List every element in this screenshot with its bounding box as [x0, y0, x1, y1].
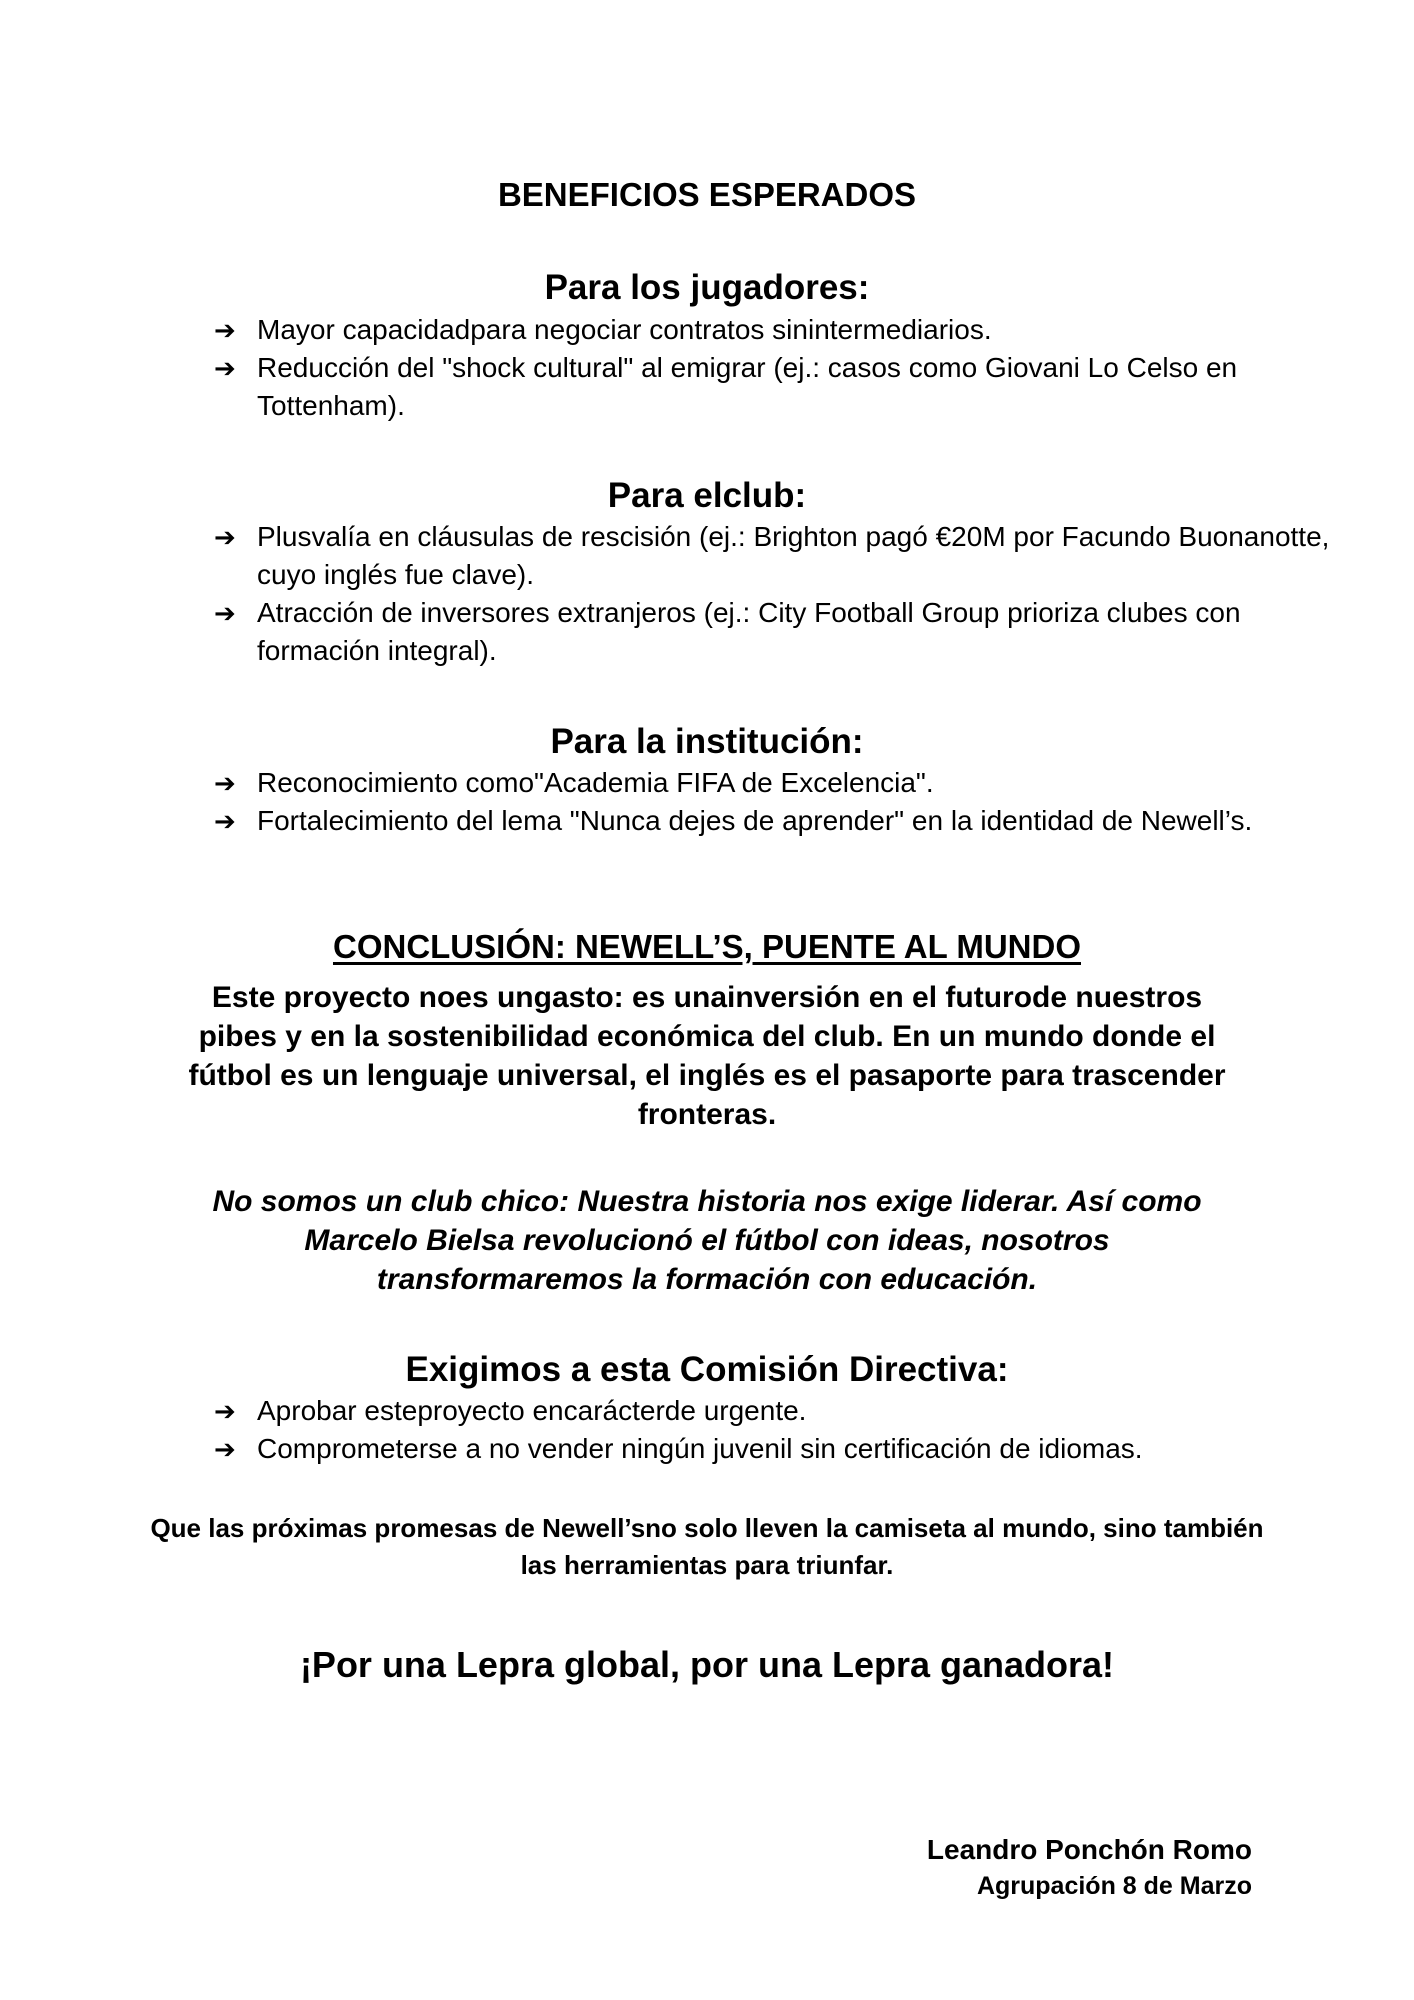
players-benefits-list: [214, 311, 1364, 425]
signature-name: Leandro Ponchón Romo: [926, 1834, 1252, 1865]
closing-line: Que las próximas promesas de Newell’sno solo lleven la camiseta al mundo, sino también las herramientas para triunfar.: [150, 1513, 1264, 1580]
arrow-right-icon: ➔: [214, 768, 236, 798]
list-item: ➔ Aprobar esteproyecto encarácterde urgente.: [214, 1392, 1364, 1430]
conclusion-heading: CONCLUSIÓN: NEWELL’S, PUENTE AL MUNDO: [332, 928, 1081, 965]
section-heading-players: Para los jugadores:: [544, 268, 870, 307]
arrow-right-icon: ➔: [214, 1396, 236, 1426]
list-item: ➔ Atracción de inversores extranjeros (ej.: City Football Group prioriza clubes con formación integral).: [214, 594, 1364, 670]
arrow-right-icon: ➔: [214, 1434, 236, 1464]
conclusion-italic-paragraph: No somos un club chico: Nuestra historia nos exige liderar. Así como Marcelo Bielsa revolucionó el fútbol con ideas, nosotros transformaremos la formación con educación.: [212, 1185, 1202, 1296]
institution-benefits-list: [214, 764, 1364, 840]
list-item: ➔ Fortalecimiento del lema "Nunca dejes de aprender" en la identidad de Newell’s.: [214, 802, 1364, 840]
demands-heading: Exigimos a esta Comisión Directiva:: [405, 1350, 1009, 1389]
page-title: BENEFICIOS ESPERADOS: [497, 176, 917, 213]
arrow-right-icon: ➔: [214, 353, 236, 383]
section-heading-institution: Para la institución:: [550, 722, 864, 761]
demands-list: [214, 1392, 1364, 1468]
list-item: ➔ Comprometerse a no vender ningún juvenil sin certificación de idiomas.: [214, 1430, 1364, 1468]
list-item: ➔ Reducción del "shock cultural" al emigrar (ej.: casos como Giovani Lo Celso en Tottenham).: [214, 349, 1364, 425]
signature-group: Agrupación 8 de Marzo: [976, 1872, 1252, 1900]
arrow-right-icon: ➔: [214, 806, 236, 836]
section-heading-club: Para elclub:: [607, 476, 807, 515]
slogan: ¡Por una Lepra global, por una Lepra ganadora!: [299, 1644, 1115, 1685]
list-item: ➔ Mayor capacidadpara negociar contratos sinintermediarios.: [214, 311, 1364, 349]
arrow-right-icon: ➔: [214, 522, 236, 552]
club-benefits-list: [214, 518, 1364, 670]
list-item: ➔ Plusvalía en cláusulas de rescisión (ej.: Brighton pagó €20M por Facundo Buonanotte, cuyo inglés fue clave).: [214, 518, 1364, 594]
conclusion-paragraph: Este proyecto noes ungasto: es unainversión en el futurode nuestros pibes y en la sostenibilidad económica del club. En un mundo donde el fútbol es un lenguaje universal, el inglés es el pasaporte para trascender fronteras.: [188, 981, 1226, 1131]
arrow-right-icon: ➔: [214, 315, 236, 345]
list-item: ➔ Reconocimiento como"Academia FIFA de Excelencia".: [214, 764, 1364, 802]
arrow-right-icon: ➔: [214, 598, 236, 628]
